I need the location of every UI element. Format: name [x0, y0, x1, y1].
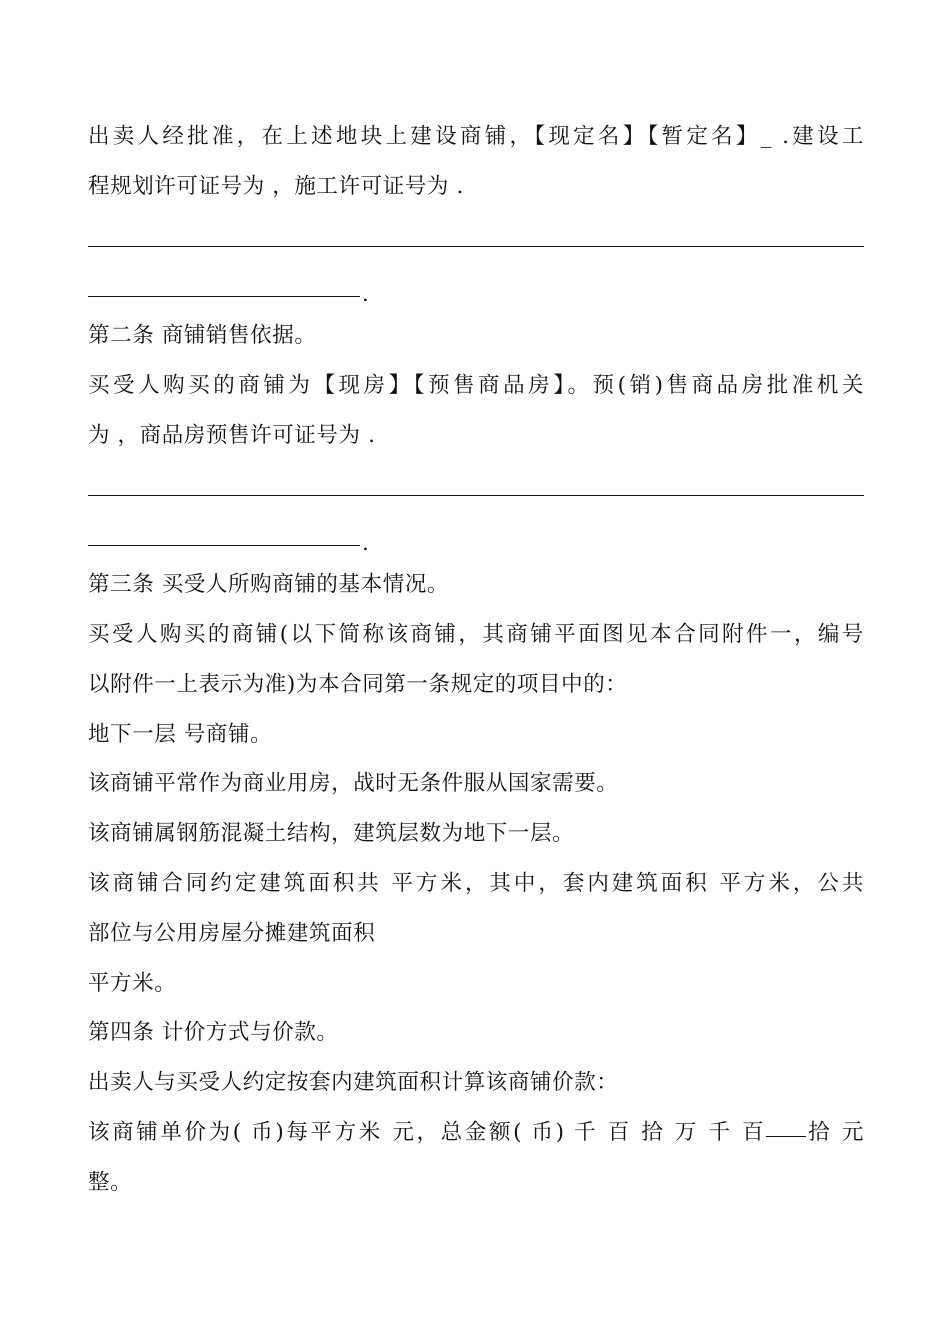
- fill-in-blank-line: [88, 461, 864, 511]
- fill-in-blank-line: [88, 261, 864, 311]
- price-text: 该商铺单价为( 币)每平方米 元，总金额( 币) 千 百 拾 万 千 百: [88, 1119, 767, 1145]
- blank-underline: [766, 1135, 806, 1137]
- blank-underline: [88, 545, 360, 546]
- paragraph-line: 平方米。: [88, 970, 177, 996]
- paragraph-line: 该商铺属钢筋混凝土结构，建筑层数为地下一层。: [88, 821, 575, 847]
- period-mark: .: [362, 530, 369, 556]
- paragraph-line: 整。: [88, 1169, 133, 1195]
- paragraph-line: 以附件一上表示为准)为本合同第一条规定的项目中的：: [88, 671, 628, 697]
- article-heading: 第二条 商铺销售依据。: [88, 323, 317, 349]
- article-heading: 第三条 买受人所购商铺的基本情况。: [88, 572, 450, 598]
- paragraph-line: 为 ，商品房预售许可证号为 .: [88, 422, 376, 448]
- paragraph-line: 该商铺合同约定建筑面积共 平方米，其中，套内建筑面积 平方米，公共: [88, 870, 864, 896]
- fill-in-blank-line: [88, 510, 864, 560]
- paragraph-line: 程规划许可证号为 ，施工许可证号为 .: [88, 173, 464, 199]
- contract-page: [88, 112, 864, 1208]
- period-mark: .: [362, 281, 369, 307]
- blank-underline: [88, 296, 360, 297]
- paragraph-line: 该商铺平常作为商业用房，战时无条件服从国家需要。: [88, 771, 619, 797]
- paragraph-line: 出卖人经批准，在上述地块上建设商铺，【现定名】【暂定名】_ .建设工: [88, 124, 864, 149]
- article-heading: 第四条 计价方式与价款。: [88, 1020, 339, 1046]
- paragraph-line: 部位与公用房屋分摊建筑面积: [88, 920, 376, 946]
- paragraph-line: 出卖人与买受人约定按套内建筑面积计算该商铺价款：: [88, 1070, 619, 1096]
- paragraph-line: [88, 1108, 864, 1158]
- price-text-end: 拾 元: [806, 1119, 864, 1145]
- paragraph-line: 买受人购买的商铺(以下简称该商铺，其商铺平面图见本合同附件一，编号: [88, 621, 864, 647]
- paragraph-line: 买受人购买的商铺为【现房】【预售商品房】。预(销)售商品房批准机关: [88, 372, 864, 398]
- paragraph-line: 地下一层 号商铺。: [88, 721, 273, 747]
- fill-in-blank-line: [88, 212, 864, 262]
